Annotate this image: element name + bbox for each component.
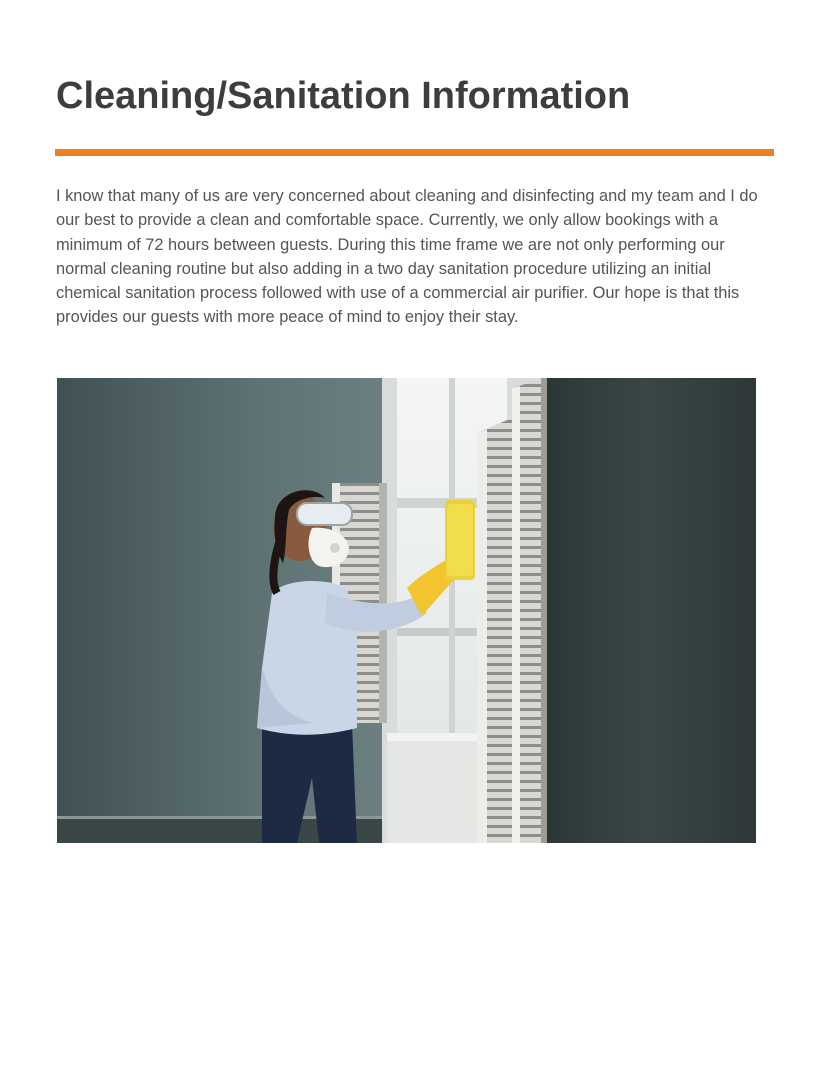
title-divider [55, 149, 774, 156]
page-title: Cleaning/Sanitation Information [56, 75, 631, 117]
intro-paragraph: I know that many of us are very concerned about cleaning and disinfecting and my team and I do our best to provide a clean and comfortable space. Currently, we only allow bookings with a minimum of 72 hours between guests. During this time frame we are not only performing our normal cleaning routine but also adding in a two day sanitation procedure utilizing an initial chemical sanitation process followed with use of a commercial air purifier. Our hope is that this provides our guests with more peace of mind to enjoy their stay. [56, 187, 758, 327]
cleaning-photo [57, 378, 756, 843]
cleaning-photo-illustration [57, 378, 756, 843]
